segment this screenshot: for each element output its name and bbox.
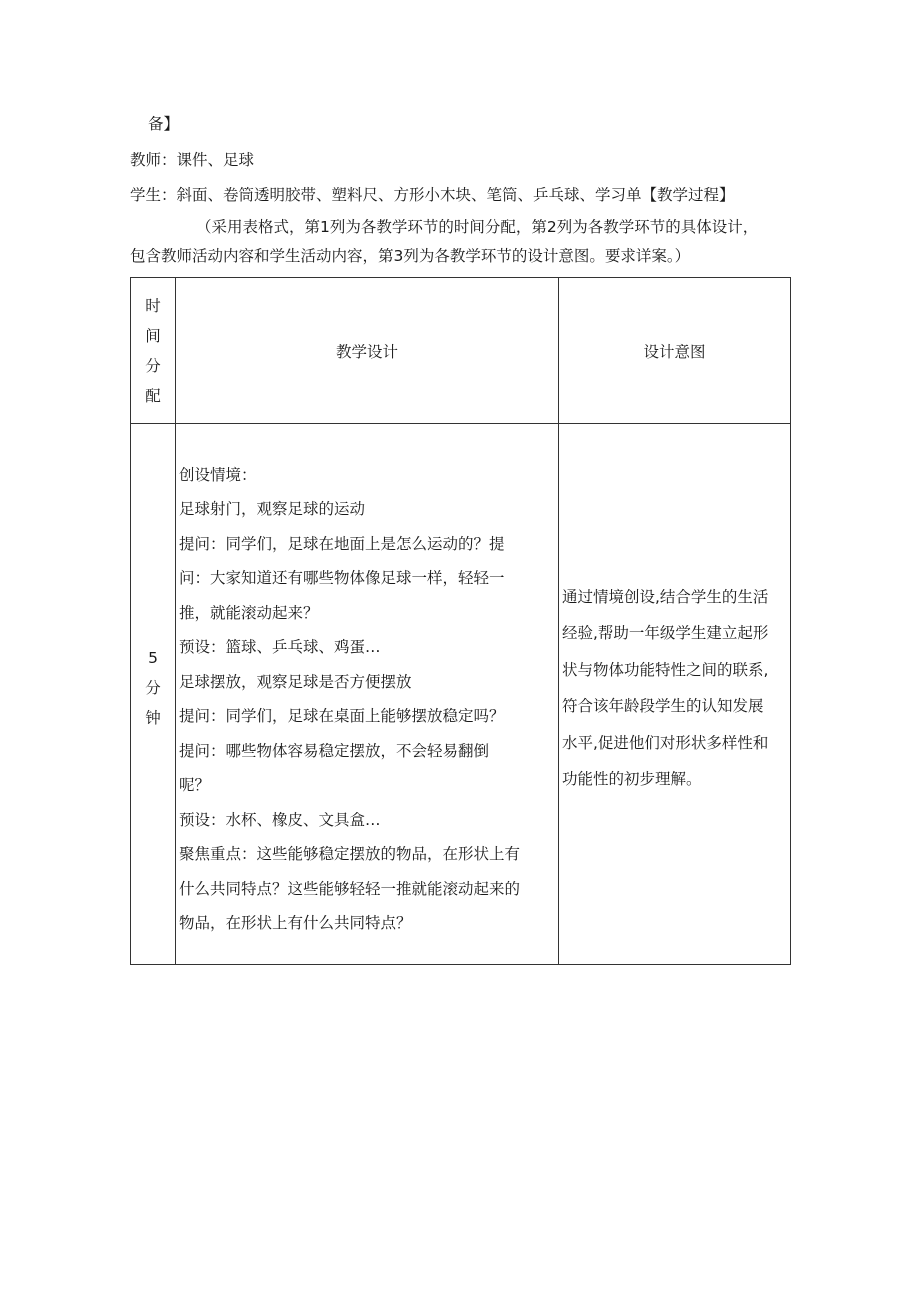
design-line: 足球摆放，观察足球是否方便摆放 <box>179 672 412 691</box>
intent-line: 通过情境创设,结合学生的生活 <box>562 587 769 606</box>
teacher-materials: 教师：课件、足球 <box>130 151 255 169</box>
header-teaching-design: 教学设计 <box>176 278 559 424</box>
table-row <box>131 424 791 965</box>
intent-line: 符合该年龄段学生的认知发展 <box>562 697 764 715</box>
row-time-char: 分 <box>145 679 161 697</box>
row-intent-cell <box>559 424 791 965</box>
format-note-line1: （采用表格式，第1列为各教学环节的时间分配，第2列为各教学环节的具体设计， <box>196 218 759 236</box>
lesson-process-table <box>130 277 791 965</box>
design-line: 聚焦重点：这些能够稳定摆放的物品，在形状上有 <box>179 845 521 863</box>
intent-line: 状与物体功能特性之间的联系, <box>562 660 769 679</box>
student-materials: 学生：斜面、卷筒透明胶带、塑料尺、方形小木块、笔筒、乒乓球、学习单【教学过程】 <box>130 186 735 204</box>
prep-heading-tail: 备】 <box>148 115 180 133</box>
header-time-char: 时 <box>145 296 161 315</box>
header-time-char: 分 <box>145 356 161 375</box>
row-time-cell <box>131 424 176 965</box>
design-line: 什么共同特点？这些能够轻轻一推就能滚动起来的 <box>179 879 521 898</box>
table-header-row <box>131 278 791 424</box>
row-design-cell <box>176 424 559 965</box>
intent-line: 经验,帮助一年级学生建立起形 <box>562 624 769 642</box>
row-time-char: 5 <box>148 649 158 667</box>
design-line: 物品，在形状上有什么共同特点？ <box>179 914 412 932</box>
header-time-char: 配 <box>145 386 161 405</box>
design-line: 足球射门，观察足球的运动 <box>179 500 366 518</box>
format-note-line2: 包含教师活动内容和学生活动内容，第3列为各教学环节的设计意图。要求详案。） <box>130 247 691 265</box>
design-line: 问：大家知道还有哪些物体像足球一样，轻轻一 <box>179 569 505 587</box>
design-line: 预设：篮球、乒乓球、鸡蛋… <box>179 638 381 656</box>
intent-line: 功能性的初步理解。 <box>562 770 702 788</box>
header-time-allocation <box>131 278 176 424</box>
design-line: 创设情境： <box>179 465 257 484</box>
design-line: 预设：水杯、橡皮、文具盒… <box>179 810 381 829</box>
design-line: 提问：哪些物体容易稳定摆放，不会轻易翻倒 <box>179 741 490 760</box>
intent-line: 水平,促进他们对形状多样性和 <box>562 733 769 752</box>
row-time-char: 钟 <box>145 709 161 727</box>
header-design-intent: 设计意图 <box>559 278 791 424</box>
design-line: 呢？ <box>179 776 211 794</box>
design-line: 推，就能滚动起来？ <box>179 603 319 622</box>
design-line: 提问：同学们，足球在桌面上能够摆放稳定吗？ <box>179 707 505 725</box>
header-time-char: 间 <box>145 326 161 345</box>
design-line: 提问：同学们，足球在地面上是怎么运动的？提 <box>179 534 505 553</box>
